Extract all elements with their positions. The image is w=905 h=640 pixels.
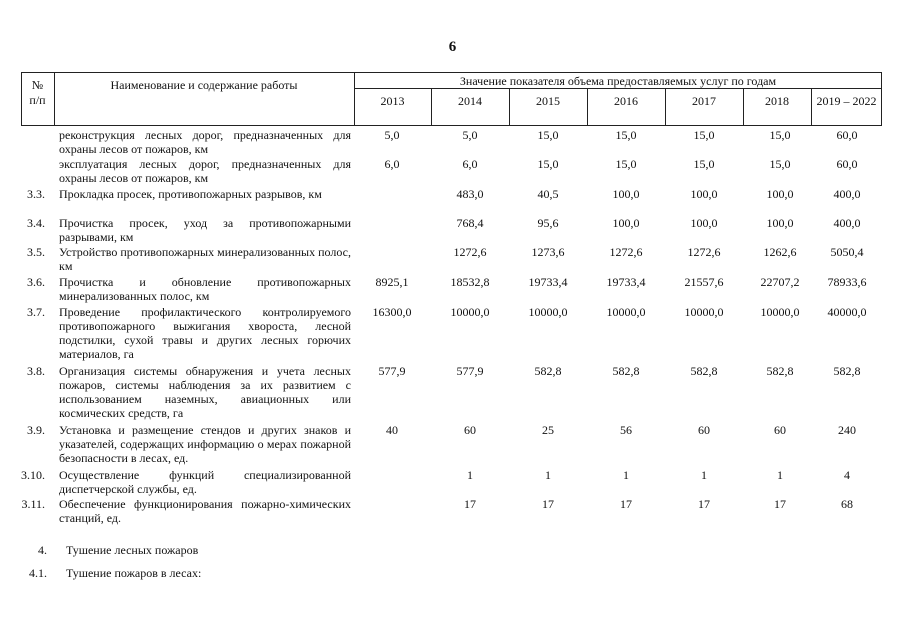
row-name: Обеспечение функционирования пожарно-химических станций, ед.: [59, 497, 351, 525]
row-value: 40000,0: [827, 305, 867, 319]
row-value: 1: [623, 468, 629, 482]
row-name: Устройство противопожарных минерализованных полос, км: [59, 245, 351, 273]
row-value: 100,0: [612, 187, 640, 201]
row-value: 4: [844, 468, 850, 482]
row-value: 100,0: [612, 216, 640, 230]
row-value: 1: [701, 468, 707, 482]
row-value: 56: [620, 423, 632, 437]
row-value: 100,0: [690, 216, 718, 230]
row-value: 19733,4: [606, 275, 646, 289]
row-number: 3.3.: [27, 187, 45, 201]
row-value: 6,0: [462, 157, 478, 171]
row-value: 6,0: [384, 157, 400, 171]
page-number: 6: [448, 39, 457, 55]
row-name: Прокладка просек, противопожарных разрывов, км: [59, 187, 322, 201]
row-name: Установка и размещение стендов и других знаков и указателей, содержащих информацию о мерах пожарной безопасности в лесах, ед.: [59, 423, 351, 465]
row-value: 5050,4: [830, 245, 864, 259]
row-name: Осуществление функций специализированной диспетчерской службы, ед.: [59, 468, 351, 496]
row-value: 15,0: [769, 128, 791, 142]
row-value: 5,0: [462, 128, 478, 142]
row-name: Организация системы обнаружения и учета лесных пожаров, системы наблюдения за их развитием с использованием наземных, авиационных или космических средств, га: [59, 364, 351, 420]
row-number: 3.6.: [27, 275, 45, 289]
row-name: эксплуатация лесных дорог, предназначенных для охраны лесов от пожаров, км: [59, 157, 351, 185]
row-value: 8925,1: [375, 275, 409, 289]
header-year: 2013: [380, 94, 405, 108]
header-divider: [354, 88, 882, 89]
header-year: 2018: [765, 94, 789, 108]
row-value: 100,0: [766, 187, 794, 201]
row-value: 10000,0: [450, 305, 490, 319]
row-value: 1: [467, 468, 473, 482]
header-year: 2019 – 2022: [816, 94, 877, 108]
row-value: 78933,6: [827, 275, 867, 289]
header-year: 2015: [536, 94, 560, 108]
row-value: 100,0: [766, 216, 794, 230]
row-value: 19733,4: [528, 275, 568, 289]
row-value: 16300,0: [372, 305, 412, 319]
header-num-sub: п/п: [29, 93, 46, 107]
row-value: 40: [386, 423, 398, 437]
row-name: реконструкция лесных дорог, предназначенных для охраны лесов от пожаров, км: [59, 128, 351, 156]
row-number: 3.9.: [27, 423, 45, 437]
row-value: 60,0: [836, 157, 858, 171]
row-value: 60: [698, 423, 710, 437]
row-value: 17: [542, 497, 554, 511]
row-value: 68: [841, 497, 853, 511]
row-value: 17: [464, 497, 476, 511]
row-value: 10000,0: [760, 305, 800, 319]
row-value: 10000,0: [606, 305, 646, 319]
row-value: 577,9: [456, 364, 484, 378]
row-value: 10000,0: [684, 305, 724, 319]
row-value: 582,8: [690, 364, 718, 378]
header-year: 2017: [692, 94, 716, 108]
row-value: 1262,6: [763, 245, 797, 259]
row-number: 3.4.: [27, 216, 45, 230]
row-value: 100,0: [690, 187, 718, 201]
row-value: 1273,6: [531, 245, 565, 259]
row-value: 1272,6: [609, 245, 643, 259]
row-number: 3.7.: [27, 305, 45, 319]
header-name: Наименование и содержание работы: [110, 78, 298, 92]
row-value: 577,9: [378, 364, 406, 378]
row-name: Прочистка и обновление противопожарных минерализованных полос, км: [59, 275, 351, 303]
row-value: 15,0: [615, 128, 637, 142]
row-name: Прочистка просек, уход за противопожарными разрывами, км: [59, 216, 351, 244]
row-value: 15,0: [615, 157, 637, 171]
row-value: 15,0: [769, 157, 791, 171]
row-value: 95,6: [537, 216, 559, 230]
row-value: 582,8: [766, 364, 794, 378]
row-value: 18532,8: [450, 275, 490, 289]
section-number: 4.: [38, 543, 47, 557]
row-value: 25: [542, 423, 554, 437]
row-value: 240: [838, 423, 856, 437]
row-value: 400,0: [833, 187, 861, 201]
section-name: Тушение лесных пожаров: [66, 543, 199, 557]
header-year: 2016: [614, 94, 638, 108]
row-value: 21557,6: [684, 275, 724, 289]
row-value: 768,4: [456, 216, 484, 230]
row-value: 5,0: [384, 128, 400, 142]
header-num: №: [31, 78, 44, 92]
row-value: 1272,6: [687, 245, 721, 259]
row-value: 10000,0: [528, 305, 568, 319]
row-value: 400,0: [833, 216, 861, 230]
row-value: 582,8: [612, 364, 640, 378]
row-value: 15,0: [693, 128, 715, 142]
row-value: 15,0: [537, 157, 559, 171]
row-value: 40,5: [537, 187, 559, 201]
row-number: 3.8.: [27, 364, 45, 378]
row-value: 1272,6: [453, 245, 487, 259]
row-value: 582,8: [534, 364, 562, 378]
section-number: 4.1.: [29, 566, 47, 580]
row-value: 22707,2: [760, 275, 800, 289]
row-value: 1: [777, 468, 783, 482]
row-value: 483,0: [456, 187, 484, 201]
row-name: Проведение профилактического контролируемого противопожарного выжигания хвороста, лесной подстилки, сухой травы и других лесных горючих материалов, га: [59, 305, 351, 361]
row-value: 60,0: [836, 128, 858, 142]
section-name: Тушение пожаров в лесах:: [66, 566, 202, 580]
row-value: 15,0: [537, 128, 559, 142]
header-values: Значение показателя объема предоставляемых услуг по годам: [459, 74, 777, 88]
row-number: 3.5.: [27, 245, 45, 259]
row-value: 60: [774, 423, 786, 437]
row-value: 60: [464, 423, 476, 437]
row-value: 582,8: [833, 364, 861, 378]
row-value: 17: [620, 497, 632, 511]
row-number: 3.10.: [21, 468, 45, 482]
row-value: 15,0: [693, 157, 715, 171]
row-value: 1: [545, 468, 551, 482]
row-value: 17: [698, 497, 710, 511]
row-value: 17: [774, 497, 786, 511]
row-number: 3.11.: [21, 497, 45, 511]
header-year: 2014: [458, 94, 482, 108]
